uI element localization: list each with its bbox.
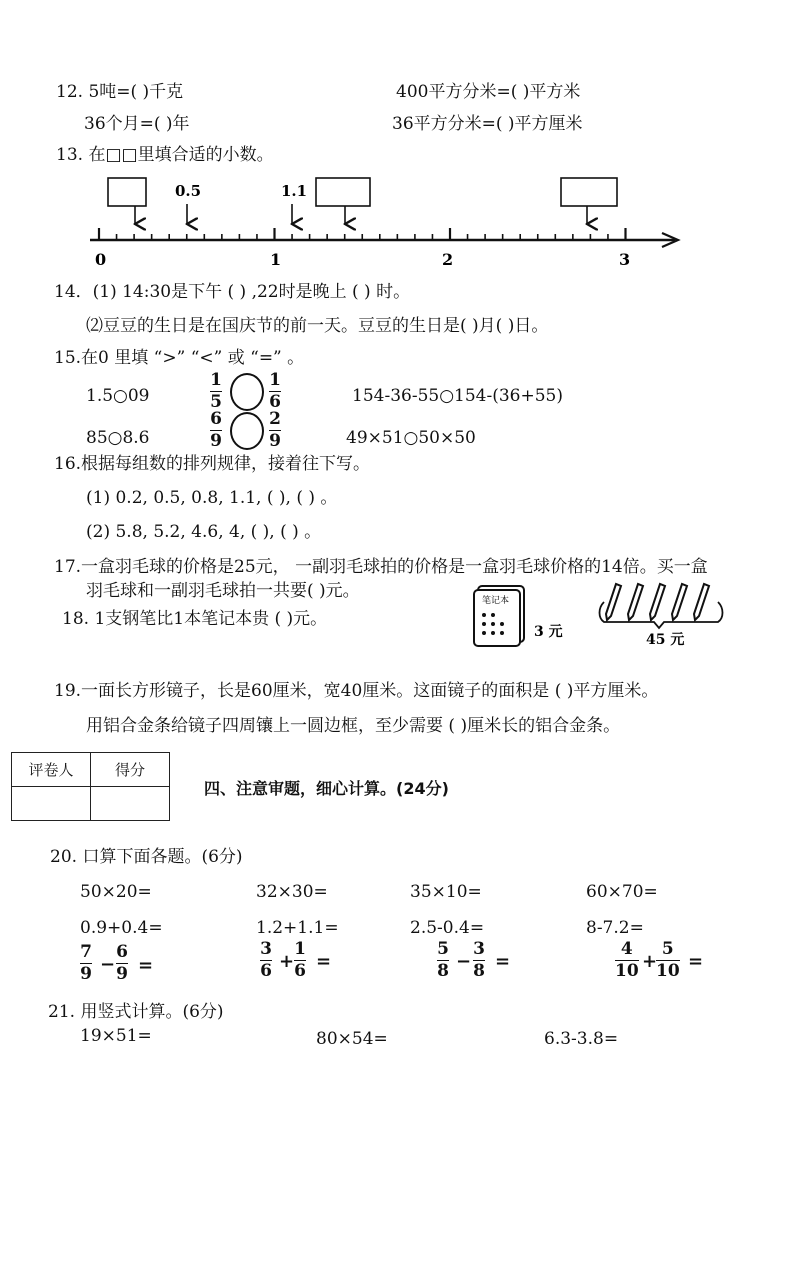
brace-icon [600, 602, 723, 628]
q20-frac-2a: 3 6 [260, 939, 272, 981]
q16-title: 16.根据每组数的排列规律，接着往下写。 [54, 454, 371, 474]
pens-price: 45 元 [646, 632, 685, 648]
q20-item-1: 50×20= [80, 882, 152, 902]
q15-fraction-1-5: 1 5 [210, 370, 222, 412]
q20-item-5: 0.9+0.4= [80, 918, 163, 938]
q12-sq-dm-to-sq-cm: 36平方分米=( )平方厘米 [392, 114, 583, 134]
q20-title: 20. 口算下面各题。(6分) [50, 847, 243, 867]
label-0-5: 0.5 [175, 182, 202, 200]
section-4-title: 四、注意审题，细心计算。(24分) [204, 779, 449, 798]
q20-eq-2: = [316, 951, 332, 972]
q20-op-3: − [456, 951, 472, 972]
q20-op-2: + [279, 951, 295, 972]
q19-line-2: 用铝合金条给镜子四周镶上一圆边框，至少需要 ( )厘米长的铝合金条。 [86, 716, 621, 736]
answer-box-1[interactable] [108, 178, 146, 206]
q15-compare-3: 154-36-55○154-(36+55) [352, 386, 563, 406]
q20-op-4: + [642, 951, 658, 972]
q20-item-6: 1.2+1.1= [256, 918, 339, 938]
number-line-figure [80, 172, 690, 272]
tick-label-2: 2 [442, 250, 454, 269]
q21-item-2: 80×54= [316, 1029, 388, 1049]
notebook-price: 3 元 [534, 624, 563, 640]
q21-item-1: 19×51= [80, 1026, 152, 1046]
answer-box-3[interactable] [561, 178, 617, 206]
q15-compare-4: 85○8.6 [86, 428, 150, 448]
q20-frac-2b: 1 6 [294, 939, 306, 981]
q19-line-1: 19.一面长方形镜子，长是60厘米，宽40厘米。这面镜子的面积是 ( )平方厘米。 [54, 681, 659, 701]
q14-birthday-question: ⑵豆豆的生日是在国庆节的前一天。豆豆的生日是( )月( )日。 [86, 316, 549, 336]
score-table [11, 752, 170, 821]
q15-compare-1: 1.5○09 [86, 386, 150, 406]
score-cell[interactable] [91, 787, 170, 821]
q18-question: 18. 1支钢笔比1本笔记本贵 ( )元。 [62, 609, 328, 629]
q20-frac-4a: 4 10 [615, 939, 639, 981]
tick-label-1: 1 [270, 250, 282, 269]
notebook-label: 笔记本 [482, 596, 510, 606]
q17-line-2: 羽毛球和一副羽毛球拍一共要( )元。 [86, 581, 360, 601]
q16-sequence-2: (2) 5.8, 5.2, 4.6, 4, ( ), ( ) 。 [86, 522, 322, 542]
q20-eq-1: = [138, 955, 154, 976]
q20-item-7: 2.5-0.4= [410, 918, 485, 938]
q17-line-1: 17.一盒羽毛球的价格是25元， 一副羽毛球拍的价格是一盒羽毛球价格的14倍。买一盒 [54, 557, 708, 577]
q15-fraction-1-6: 1 6 [269, 370, 281, 412]
q15-fraction-2-9: 2 9 [269, 409, 281, 451]
compare-circle-2[interactable] [230, 412, 264, 450]
grader-header: 评卷人 [12, 753, 91, 787]
q20-eq-3: = [495, 951, 511, 972]
q12-sq-dm-to-sq-m: 400平方分米=( )平方米 [396, 82, 581, 102]
number-line-ticks [99, 228, 626, 240]
q20-item-3: 35×10= [410, 882, 482, 902]
q12-tons-to-kg: 12. 5吨=( )千克 [56, 82, 184, 102]
score-header: 得分 [91, 753, 170, 787]
notebook-icon [474, 586, 524, 646]
q20-frac-1b: 6 9 [116, 942, 128, 984]
q21-title: 21. 用竖式计算。(6分) [48, 1002, 224, 1022]
q16-sequence-1: (1) 0.2, 0.5, 0.8, 1.1, ( ), ( ) 。 [86, 488, 338, 508]
q15-fraction-6-9: 6 9 [210, 409, 222, 451]
pens-icon [606, 584, 709, 620]
answer-box-2[interactable] [316, 178, 370, 206]
q20-frac-3b: 3 8 [473, 939, 485, 981]
tick-label-0: 0 [95, 250, 107, 269]
q21-item-3: 6.3-3.8= [544, 1029, 619, 1049]
q14-time-question: 14．(1) 14:30是下午 ( ) ,22时是晚上 ( ) 时。 [54, 282, 411, 302]
label-1-1: 1.1 [281, 182, 308, 200]
q13-title: 13. 在□□里填合适的小数。 [56, 145, 274, 165]
q15-title: 15.在0 里填 “>” “<” 或 “=” 。 [54, 348, 305, 368]
q20-op-1: − [100, 954, 116, 975]
q20-frac-1a: 7 9 [80, 942, 92, 984]
q20-item-2: 32×30= [256, 882, 328, 902]
q12-months-to-years: 36个月=( )年 [84, 114, 190, 134]
compare-circle-1[interactable] [230, 373, 264, 411]
q20-item-8: 8-7.2= [586, 918, 644, 938]
tick-label-3: 3 [619, 250, 631, 269]
q18-illustration [470, 580, 740, 650]
q20-frac-4b: 5 10 [656, 939, 680, 981]
grader-cell[interactable] [12, 787, 91, 821]
q20-eq-4: = [688, 951, 704, 972]
q20-item-4: 60×70= [586, 882, 658, 902]
q15-compare-6: 49×51○50×50 [346, 428, 476, 448]
q20-frac-3a: 5 8 [437, 939, 449, 981]
